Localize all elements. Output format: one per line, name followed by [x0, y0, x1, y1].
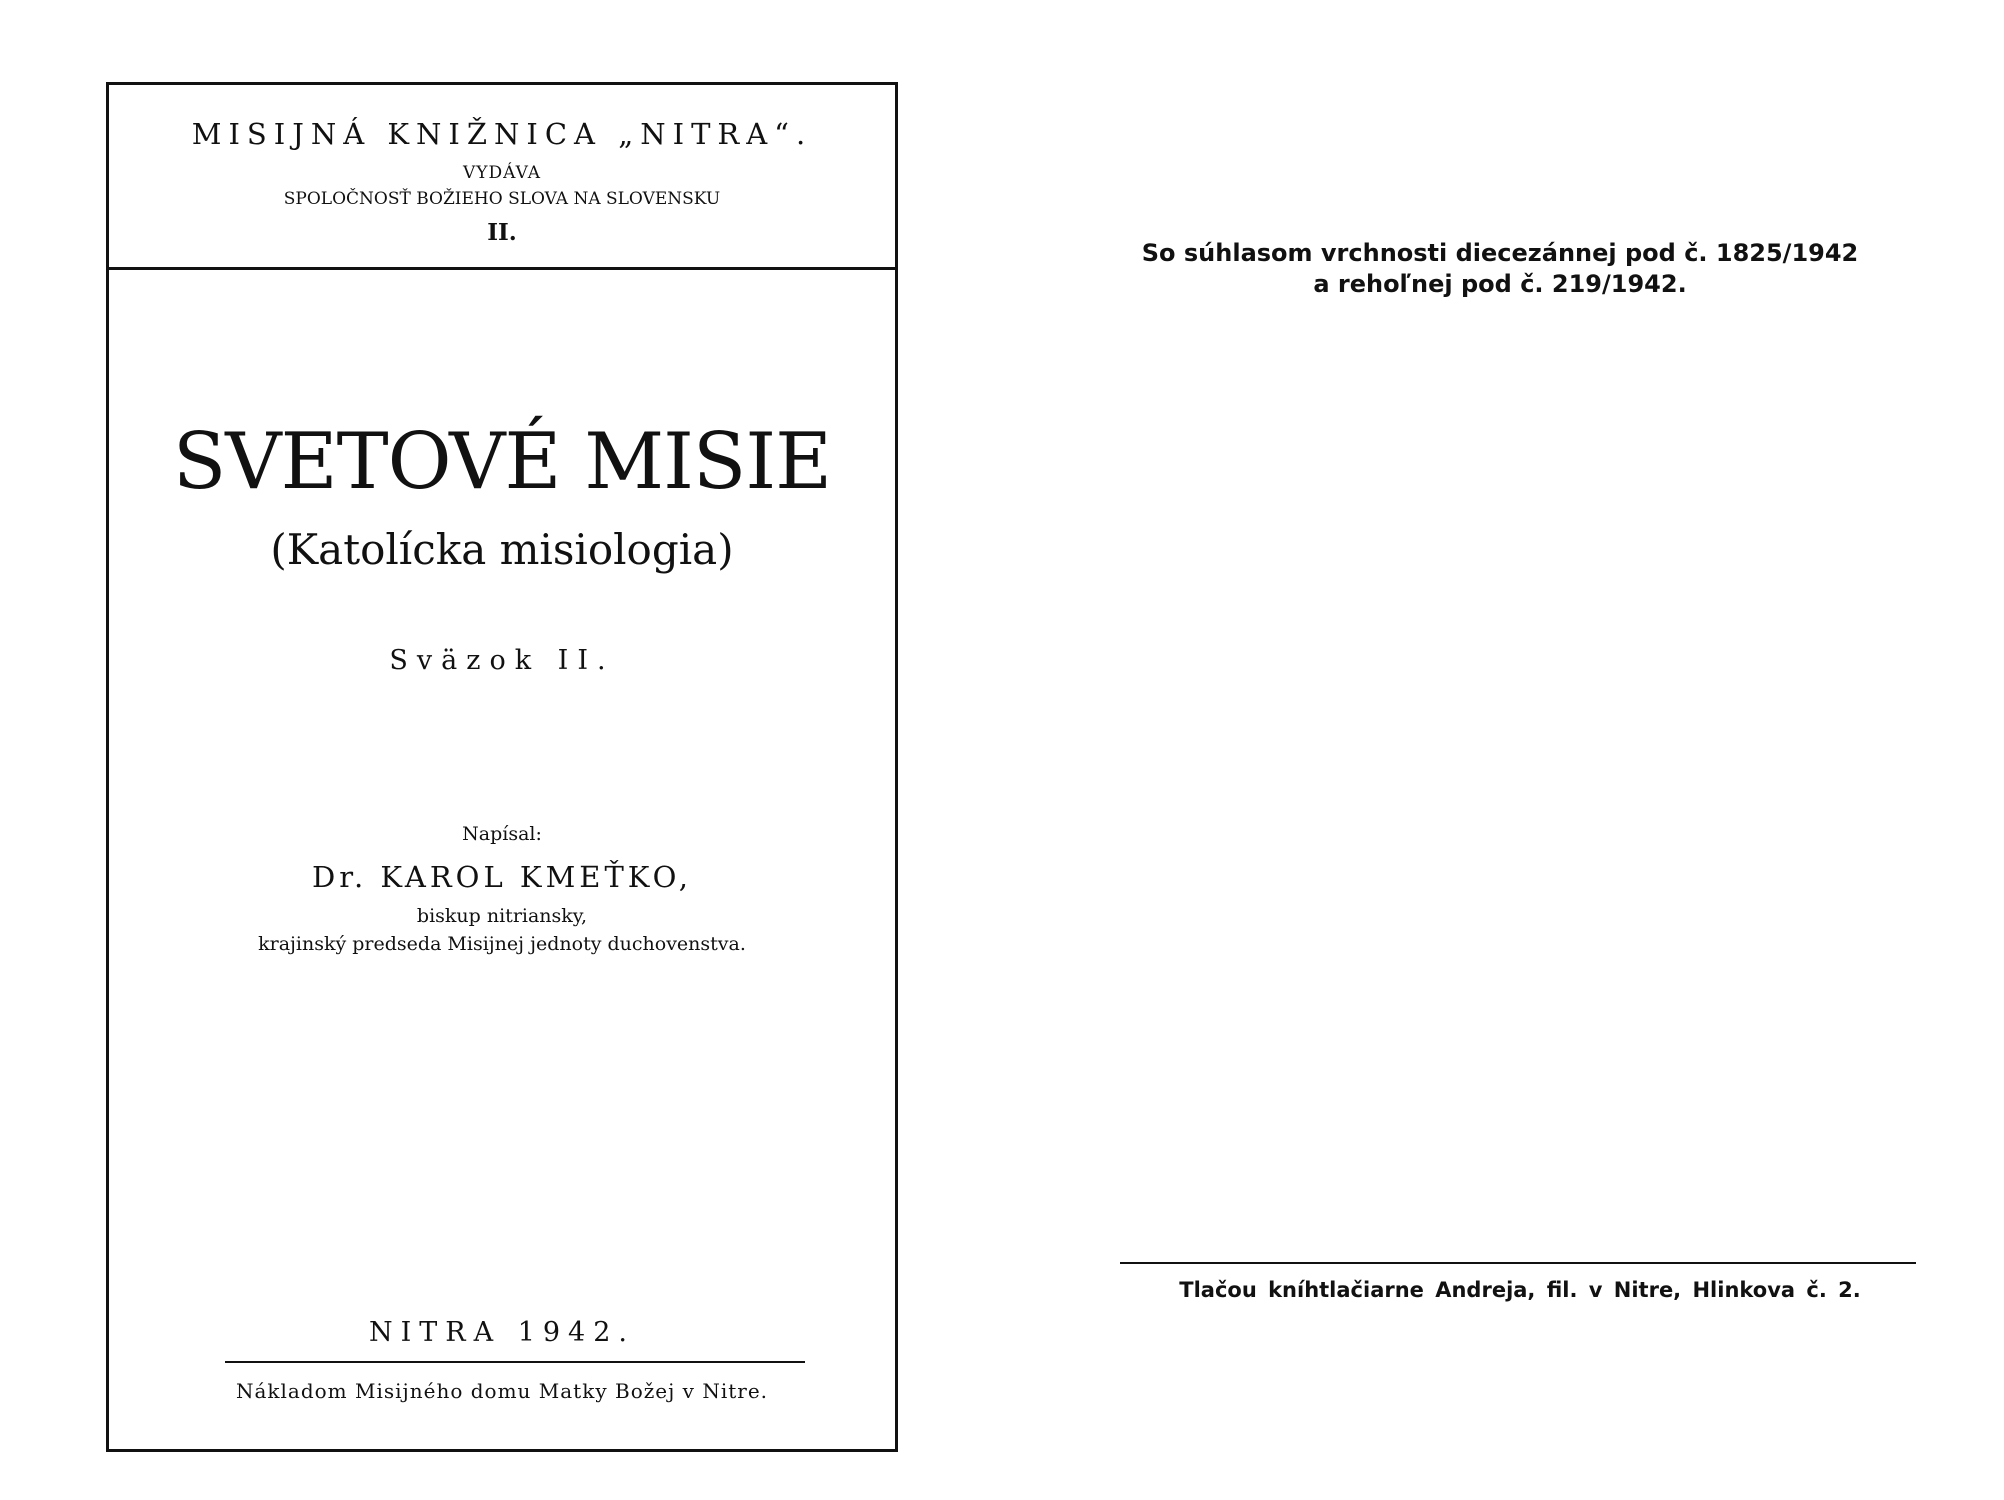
book-subtitle: (Katolícka misiologia) — [270, 525, 734, 574]
series-number: II. — [487, 219, 517, 246]
imprint-place-year: NITRA 1942. — [368, 1317, 635, 1348]
author-affiliation: krajinský predseda Misijnej jednoty duchovenstva. — [258, 933, 746, 955]
series-name: MISIJNÁ KNIŽNICA „NITRA“. — [191, 117, 813, 151]
series-header-box — [109, 85, 895, 270]
author-label: Napísal: — [462, 823, 542, 845]
approval-line: So súhlasom vrchnosti diecezánnej pod č. 1825/1942 — [1141, 239, 1859, 267]
imprint-publisher: Nákladom Misijného domu Matky Božej v Nitre. — [235, 1379, 769, 1403]
ecclesiastical-approval — [1110, 238, 1890, 300]
printer-divider — [1120, 1262, 1916, 1264]
book-title: SVETOVÉ MISIE — [172, 417, 832, 507]
printer-credit: Tlačou kníhtlačiarne Andreja, fil. v Nitre, Hlinkova č. 2. — [1179, 1278, 1861, 1302]
publisher-label: VYDÁVA — [463, 163, 541, 183]
author-name: Dr. KAROL KMEŤKO, — [312, 860, 692, 894]
approval-line: a rehoľnej pod č. 219/1942. — [1313, 270, 1687, 298]
publisher-name: SPOLOČNOSŤ BOŽIEHO SLOVA NA SLOVENSKU — [283, 189, 721, 209]
author-role: biskup nitriansky, — [416, 905, 588, 927]
title-page-frame — [106, 82, 898, 1452]
imprint-divider — [225, 1361, 805, 1363]
volume-label: Sväzok II. — [389, 645, 615, 676]
